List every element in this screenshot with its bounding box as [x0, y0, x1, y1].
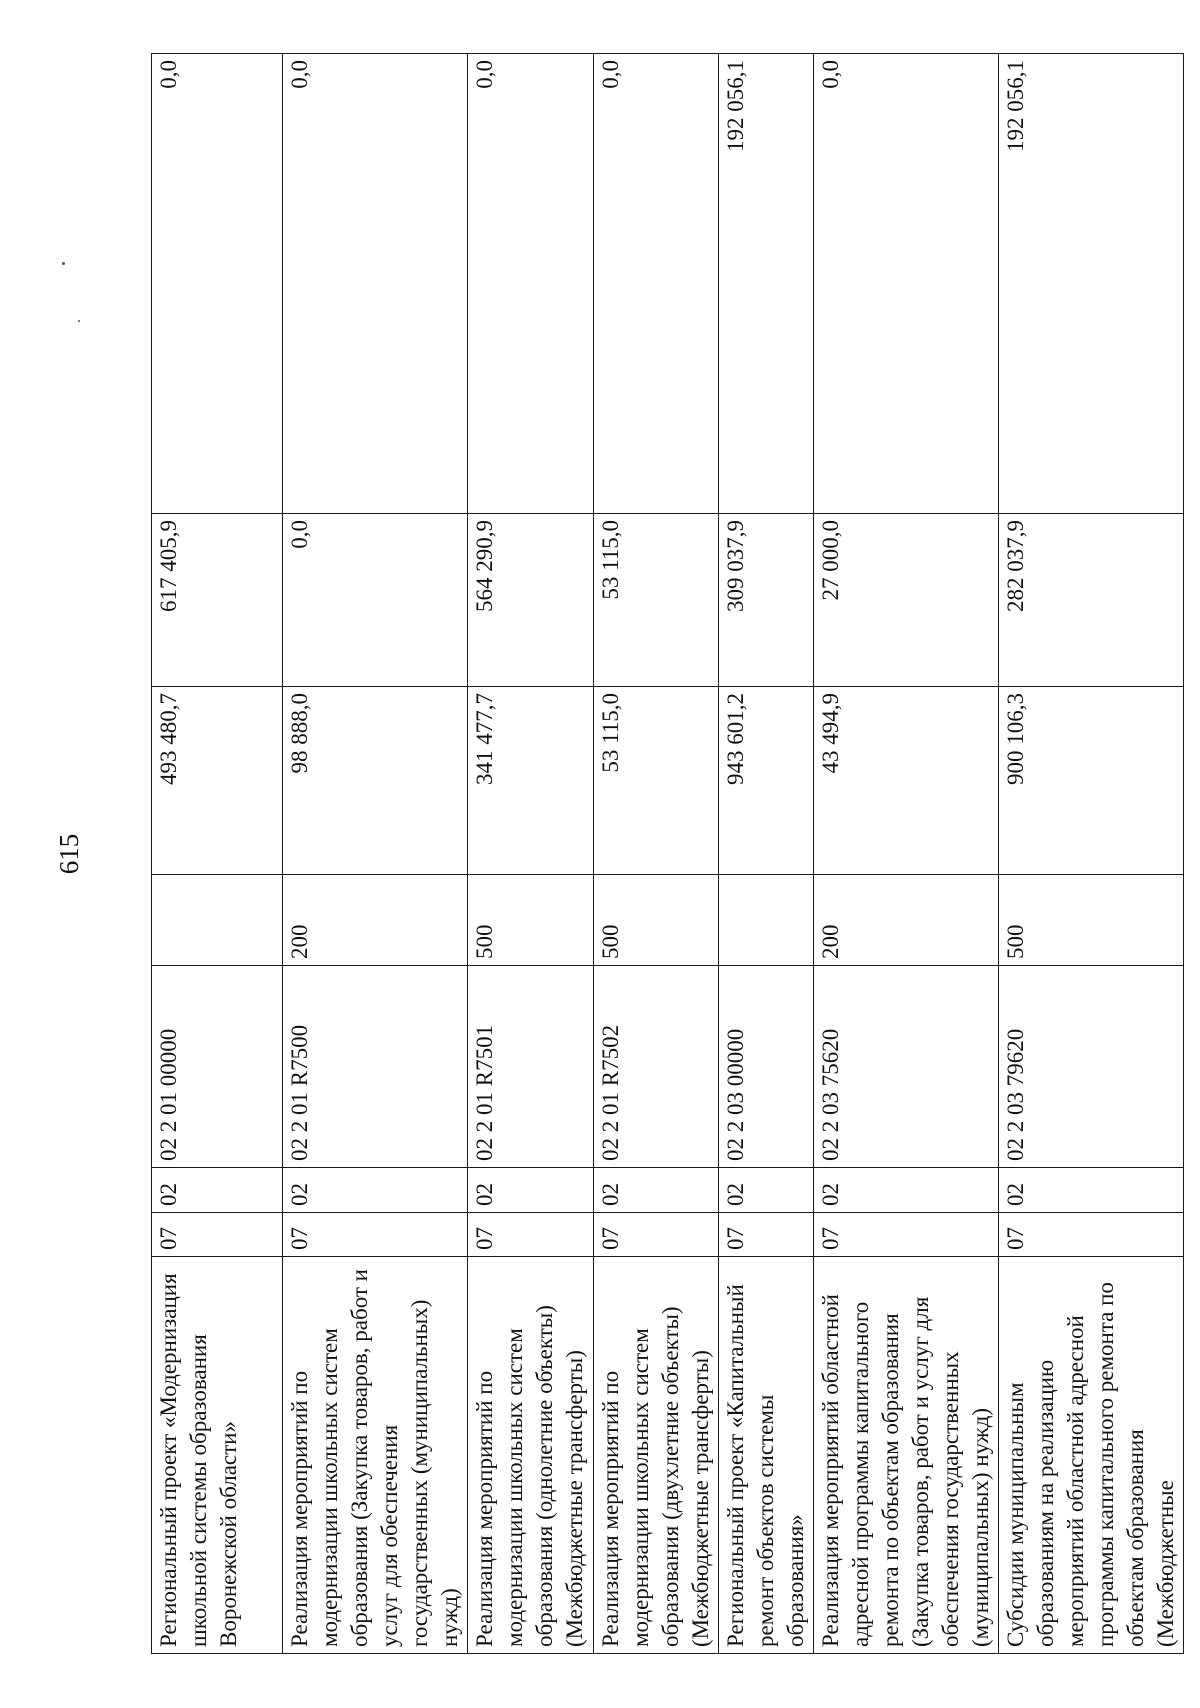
row-value-3-cell: 0,0: [152, 54, 283, 514]
table-row: [999, 54, 1184, 1654]
row-target-article-cell: 02 2 01 R7502: [594, 966, 719, 1168]
row-subsection-cell: 02: [719, 1168, 814, 1213]
row-value-2-cell: 282 037,9: [999, 514, 1184, 687]
row-value-1-cell: 43 494,9: [814, 687, 999, 875]
row-value-2-cell: 0,0: [283, 514, 468, 687]
row-value-1-cell: 53 115,0: [594, 687, 719, 875]
row-subsection-cell: 02: [814, 1168, 999, 1213]
budget-table-rotated: [151, 54, 1178, 1654]
row-description-cell: Реализация мероприятий по модернизации школьных систем образования (двухлетние объекты) (Межбюджетные трансферты): [594, 1257, 719, 1654]
row-expense-type-cell: 200: [283, 875, 468, 966]
table-row: [594, 54, 719, 1654]
row-value-2-cell: 309 037,9: [719, 514, 814, 687]
row-value-1-cell: 943 601,2: [719, 687, 814, 875]
row-value-3-cell: 0,0: [814, 54, 999, 514]
row-subsection-cell: 02: [468, 1168, 594, 1213]
row-description-cell: Региональный проект «Капитальный ремонт объектов системы образования»: [719, 1257, 814, 1654]
scan-speck: [78, 320, 80, 322]
row-section-cell: 07: [152, 1213, 283, 1257]
row-section-cell: 07: [283, 1213, 468, 1257]
page-number: 615: [54, 833, 84, 875]
row-expense-type-cell: 500: [594, 875, 719, 966]
row-expense-type-cell: [152, 875, 283, 966]
row-description-cell: Региональный проект «Модернизация школьной системы образования Воронежской области»: [152, 1257, 283, 1654]
row-target-article-cell: 02 2 03 00000: [719, 966, 814, 1168]
row-subsection-cell: 02: [594, 1168, 719, 1213]
row-target-article-cell: 02 2 03 79620: [999, 966, 1184, 1168]
row-section-cell: 07: [814, 1213, 999, 1257]
row-description-cell: Реализация мероприятий областной адресной программы капитального ремонта по объектам образования (Закупка товаров, работ и услуг для обеспечения государственных (муниципальных) нужд): [814, 1257, 999, 1654]
table-row: [468, 54, 594, 1654]
row-value-2-cell: 564 290,9: [468, 514, 594, 687]
row-subsection-cell: 02: [999, 1168, 1184, 1213]
row-section-cell: 07: [999, 1213, 1184, 1257]
row-subsection-cell: 02: [152, 1168, 283, 1213]
table-row: [283, 54, 468, 1654]
row-value-1-cell: 900 106,3: [999, 687, 1184, 875]
row-description-cell: Субсидии муниципальным образованиям на реализацию мероприятий областной адресной программы капитального ремонта по объектам образования (Межбюджетные: [999, 1257, 1184, 1654]
row-description-cell: Реализация мероприятий по модернизации школьных систем образования (однолетние объекты) (Межбюджетные трансферты): [468, 1257, 594, 1654]
row-section-cell: 07: [594, 1213, 719, 1257]
row-value-2-cell: 617 405,9: [152, 514, 283, 687]
row-target-article-cell: 02 2 01 00000: [152, 966, 283, 1168]
budget-table: [151, 53, 1184, 1654]
row-subsection-cell: 02: [283, 1168, 468, 1213]
row-value-2-cell: 27 000,0: [814, 514, 999, 687]
row-target-article-cell: 02 2 01 R7501: [468, 966, 594, 1168]
row-value-1-cell: 98 888,0: [283, 687, 468, 875]
row-value-2-cell: 53 115,0: [594, 514, 719, 687]
row-value-3-cell: 0,0: [283, 54, 468, 514]
row-description-cell: Реализация мероприятий по модернизации школьных систем образования (Закупка товаров, работ и услуг для обеспечения государственных (муниципальных) нужд): [283, 1257, 468, 1654]
row-value-1-cell: 341 477,7: [468, 687, 594, 875]
row-value-3-cell: 192 056,1: [719, 54, 814, 514]
table-body: [152, 54, 1184, 1654]
table-row: [152, 54, 283, 1654]
row-target-article-cell: 02 2 03 75620: [814, 966, 999, 1168]
row-expense-type-cell: 500: [999, 875, 1184, 966]
row-target-article-cell: 02 2 01 R7500: [283, 966, 468, 1168]
row-value-3-cell: 0,0: [468, 54, 594, 514]
row-expense-type-cell: [719, 875, 814, 966]
row-section-cell: 07: [468, 1213, 594, 1257]
row-section-cell: 07: [719, 1213, 814, 1257]
row-value-3-cell: 0,0: [594, 54, 719, 514]
table-row: [814, 54, 999, 1654]
row-value-3-cell: 192 056,1: [999, 54, 1184, 514]
table-row: [719, 54, 814, 1654]
row-value-1-cell: 493 480,7: [152, 687, 283, 875]
row-expense-type-cell: 500: [468, 875, 594, 966]
scan-speck: [62, 262, 65, 265]
row-expense-type-cell: 200: [814, 875, 999, 966]
